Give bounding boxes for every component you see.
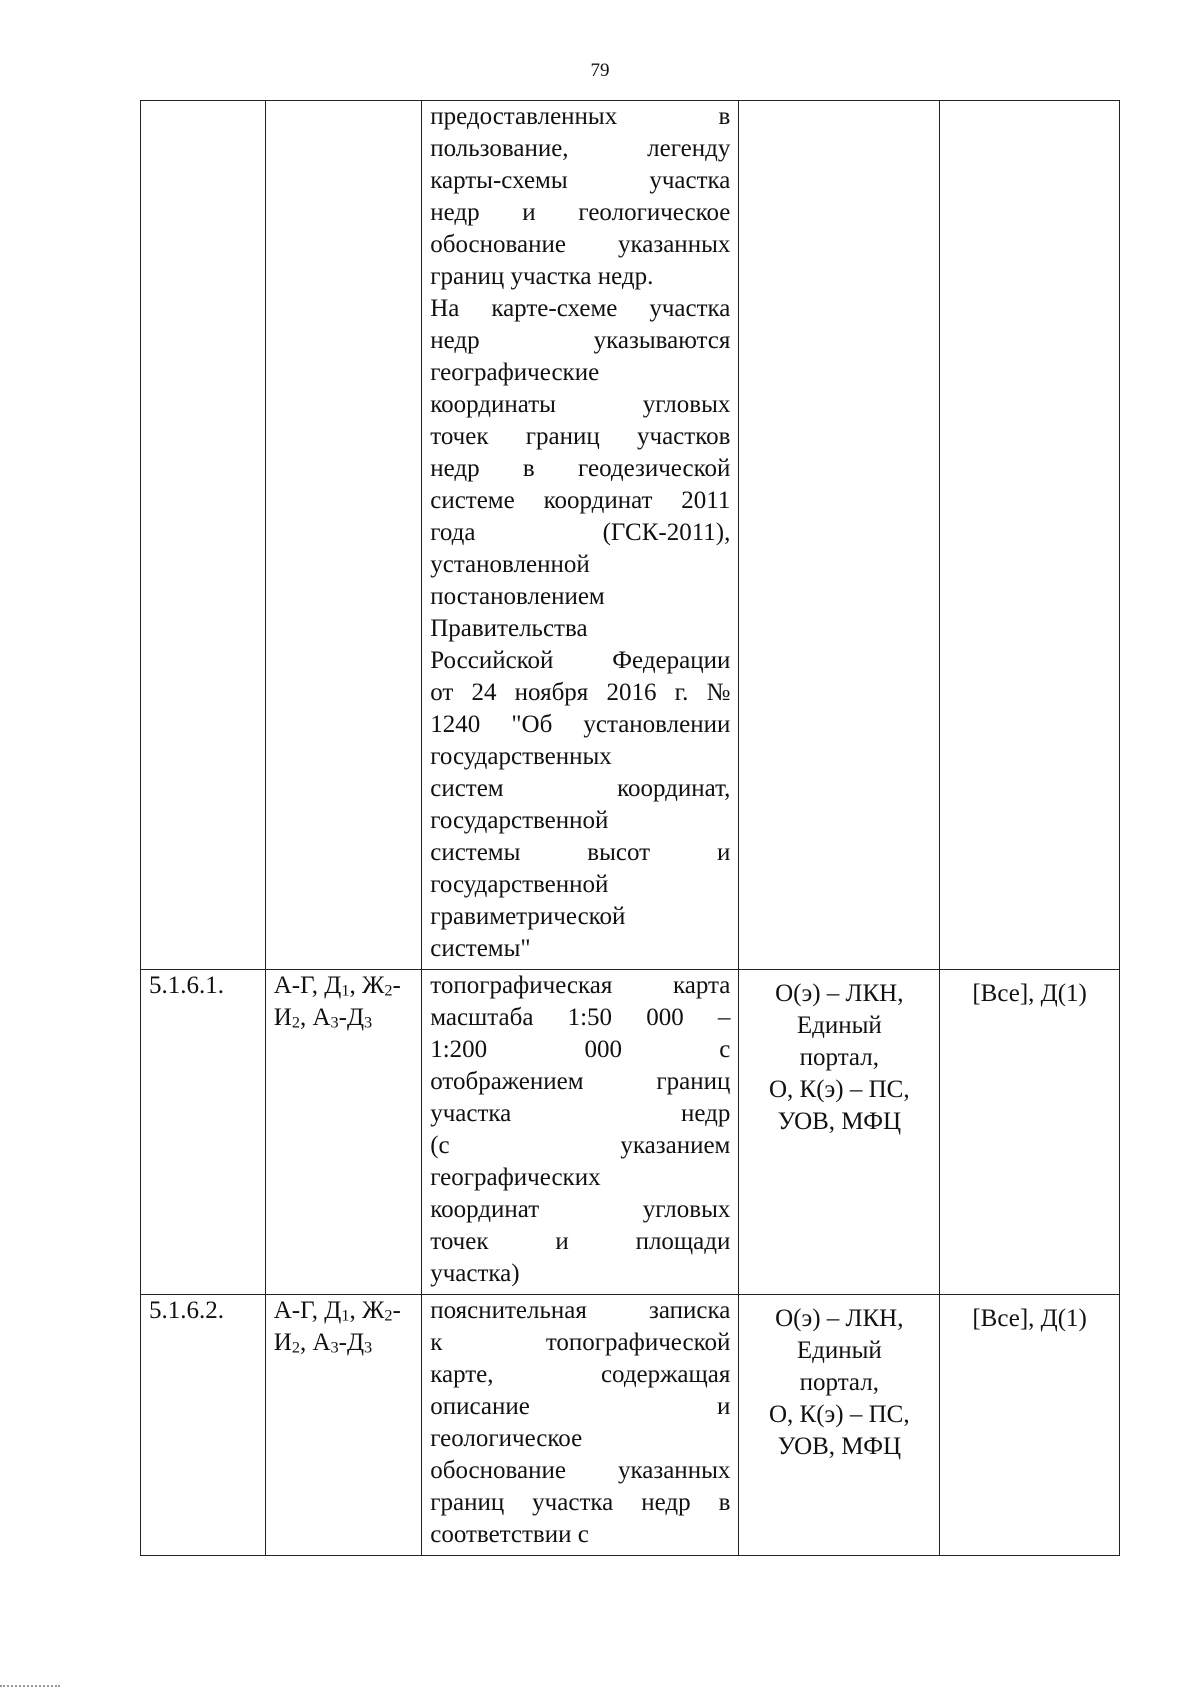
description-line: гравиметрической: [430, 903, 626, 930]
description-line: недр в геодезической: [430, 455, 731, 482]
cell-method: [739, 1295, 940, 1556]
description-line: системы": [430, 935, 531, 962]
method-line: УОВ, МФЦ: [777, 1108, 901, 1135]
method-line: О, К(э) – ПС,: [769, 1076, 910, 1103]
code-text: , А: [299, 1329, 331, 1356]
scan-edge-mark: [0, 1683, 60, 1687]
code-text: , Ж: [349, 972, 385, 999]
description-line: описание и: [430, 1393, 731, 1420]
description-line: пояснительная записка: [430, 1297, 731, 1324]
description-line: (с указанием: [430, 1132, 731, 1159]
description-line: года (ГСК-2011),: [430, 519, 731, 546]
cell-method: [739, 970, 940, 1295]
code-subscript: 1: [341, 981, 350, 1000]
description-line: систем координат,: [430, 775, 731, 802]
description-line: предоставленных в: [430, 103, 731, 130]
description-line: топографическая карта: [430, 972, 731, 999]
description-line: точек границ участков: [430, 423, 731, 450]
description-line: точек и площади: [430, 1228, 731, 1255]
description-line: 1240 "Об установлении: [430, 711, 731, 738]
cell-description: [422, 970, 739, 1295]
cell-description: [422, 1295, 739, 1556]
description-line: постановлением: [430, 583, 605, 610]
description-line: участка недр: [430, 1100, 731, 1127]
cell-number: 5.1.6.2.: [141, 1295, 266, 1556]
code-subscript: 2: [291, 1013, 300, 1032]
table-body: [141, 101, 1120, 1556]
description-line: недр и геологическое: [430, 199, 731, 226]
method-line: О, К(э) – ПС,: [769, 1401, 910, 1428]
cell-codes: [265, 970, 421, 1295]
method-line: О(э) – ЛКН,: [775, 980, 904, 1007]
page-number: 79: [590, 60, 610, 81]
description-line: государственных: [430, 743, 612, 770]
method-line: портал,: [799, 1369, 879, 1396]
cell-applicability: [940, 101, 1120, 970]
description-line: Правительства: [430, 615, 588, 642]
description-line: координат угловых: [430, 1196, 731, 1223]
description-line: системе координат 2011: [430, 487, 731, 514]
description-line: государственной: [430, 871, 609, 898]
description-line: границ участка недр в: [430, 1489, 731, 1516]
cell-number: 5.1.6.1.: [141, 970, 266, 1295]
description-line: недр указываются: [430, 327, 731, 354]
code-text: А-Г, Д: [273, 1297, 342, 1324]
description-line: Российской Федерации: [430, 647, 731, 674]
description-line: обоснование указанных: [430, 1457, 731, 1484]
description-line: отображением границ: [430, 1068, 731, 1095]
description-line: геологическое: [430, 1425, 583, 1452]
description-line: географические: [430, 359, 600, 386]
description-line: карте, содержащая: [430, 1361, 731, 1388]
code-text: , А: [299, 1004, 331, 1031]
cell-codes: [265, 101, 421, 970]
code-subscript: 2: [291, 1338, 300, 1357]
method-line: О(э) – ЛКН,: [775, 1305, 904, 1332]
description-line: обоснование указанных: [430, 231, 731, 258]
code-text: , Ж: [349, 1297, 385, 1324]
code-text: -И: [273, 1297, 401, 1356]
description-line: границ участка недр.: [430, 263, 654, 290]
method-line: портал,: [799, 1044, 879, 1071]
method-line: УОВ, МФЦ: [777, 1433, 901, 1460]
code-subscript: 2: [384, 981, 393, 1000]
method-line: Единый: [796, 1012, 882, 1039]
description-line: географических: [430, 1164, 601, 1191]
code-subscript: 3: [330, 1013, 339, 1032]
code-subscript: 1: [341, 1306, 350, 1325]
description-line: государственной: [430, 807, 609, 834]
cell-codes: [265, 1295, 421, 1556]
cell-description: [422, 101, 739, 970]
description-line: соответствии с: [430, 1521, 589, 1548]
code-subscript: 2: [384, 1306, 393, 1325]
cell-applicability: [Все], Д(1): [940, 1295, 1120, 1556]
description-line: участка): [430, 1260, 520, 1287]
code-subscript: 3: [364, 1013, 373, 1032]
code-subscript: 3: [330, 1338, 339, 1357]
cell-method: [739, 101, 940, 970]
description-line: масштаба 1:50 000 –: [430, 1004, 731, 1031]
table-row: [141, 1295, 1120, 1556]
description-line: координаты угловых: [430, 391, 731, 418]
cell-number: [141, 101, 266, 970]
description-line: системы высот и: [430, 839, 731, 866]
description-line: пользование, легенду: [430, 135, 731, 162]
description-line: 1:200 000 с: [430, 1036, 731, 1063]
code-text: -И: [273, 972, 401, 1031]
requirements-table: [140, 100, 1120, 1556]
description-line: карты-схемы участка: [430, 167, 731, 194]
code-text: А-Г, Д: [273, 972, 342, 999]
description-line: На карте-схеме участка: [430, 295, 731, 322]
method-line: Единый: [796, 1337, 882, 1364]
table-row: [141, 970, 1120, 1295]
table-row: [141, 101, 1120, 970]
description-line: от 24 ноября 2016 г. №: [430, 679, 731, 706]
code-subscript: 3: [364, 1338, 373, 1357]
cell-applicability: [Все], Д(1): [940, 970, 1120, 1295]
description-line: к топографической: [430, 1329, 731, 1356]
code-text: -Д: [338, 1329, 365, 1356]
description-line: установленной: [430, 551, 590, 578]
code-text: -Д: [338, 1004, 365, 1031]
